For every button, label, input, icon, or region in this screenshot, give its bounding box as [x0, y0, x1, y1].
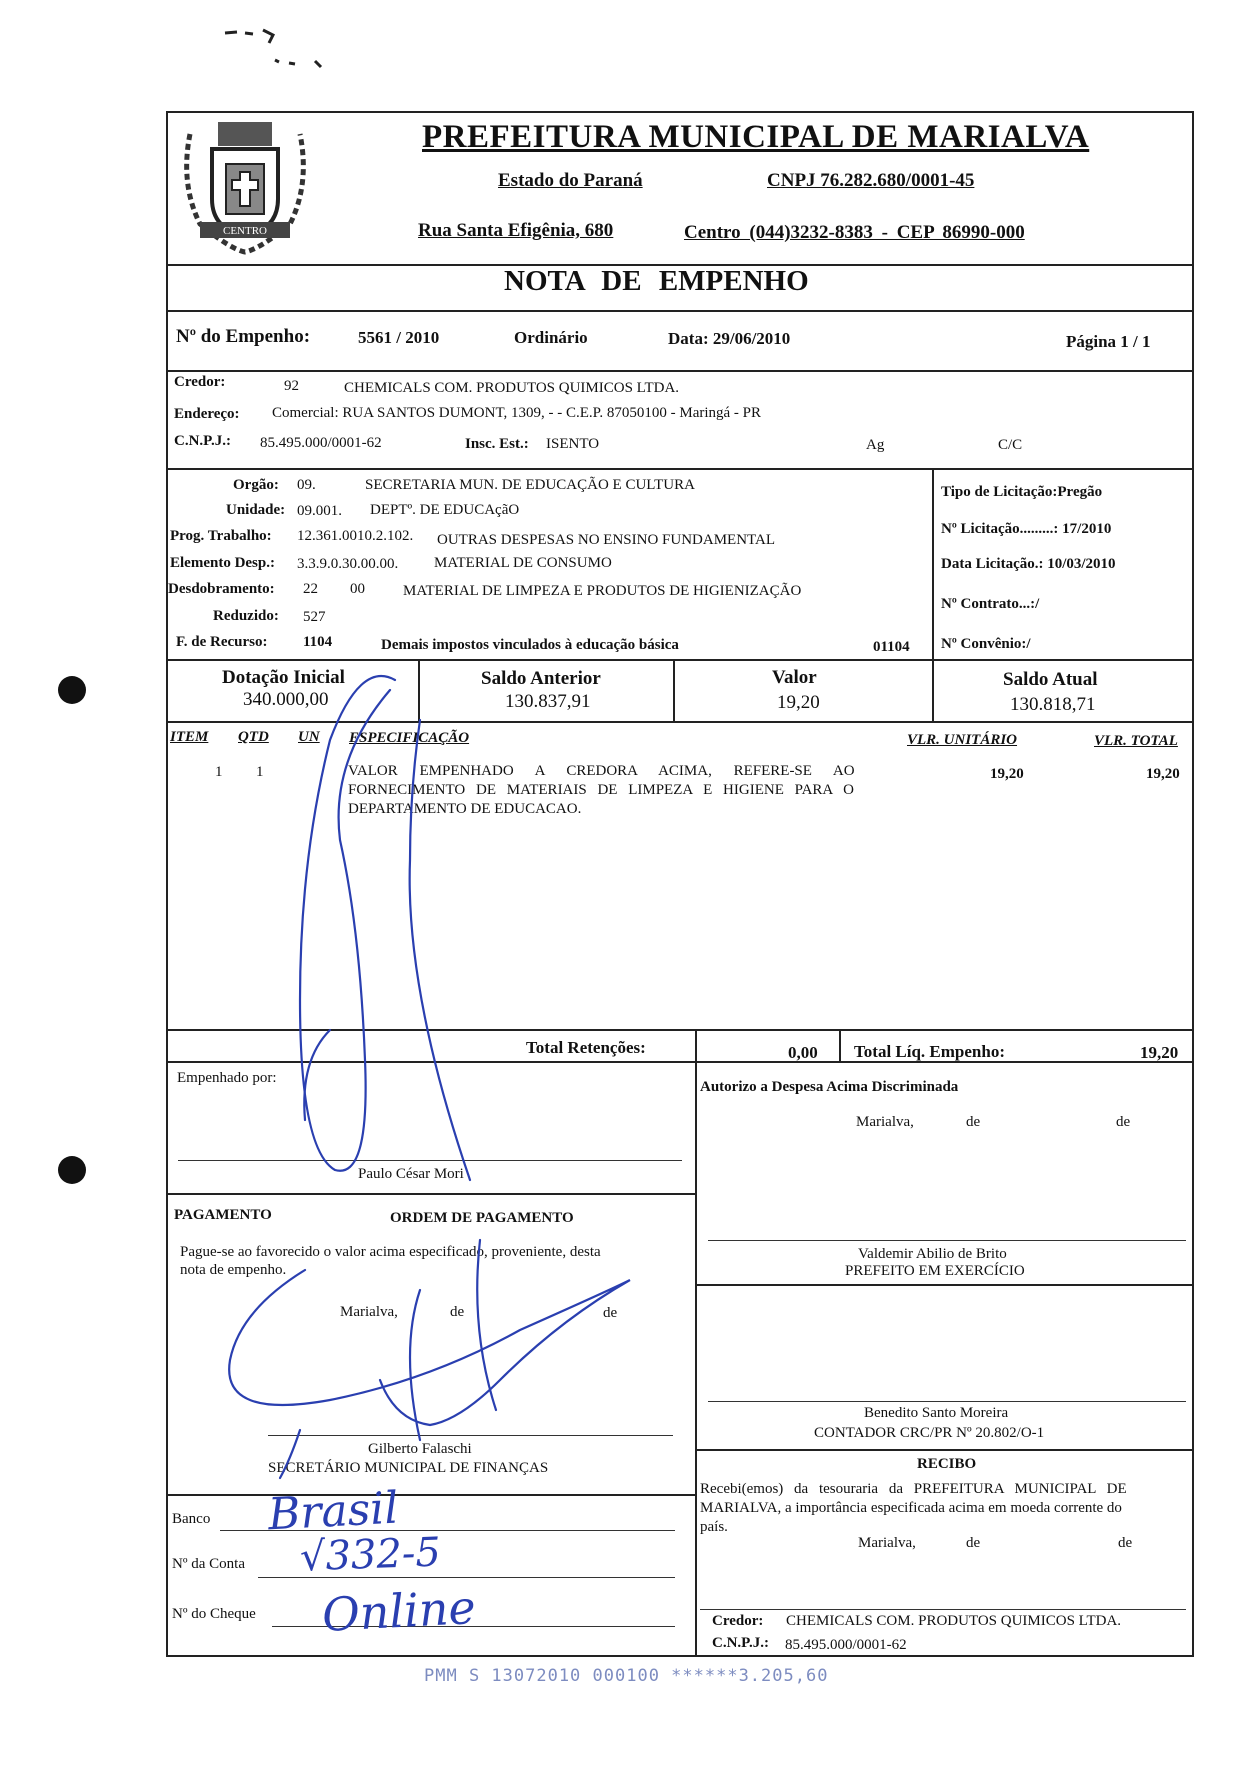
header-district-phone: Centro (044)3232-8383 - CEP 86990-000 — [684, 222, 1025, 243]
cheque-label: Nº do Cheque — [172, 1606, 256, 1622]
orgao-label: Orgão: — [233, 477, 279, 493]
authentication-stamp: PMM S 13072010 000100 ******3.205,60 — [424, 1666, 829, 1686]
col-qtd: QTD — [238, 729, 269, 745]
orgao-code: 09. — [297, 477, 316, 493]
orgao-name: SECRETARIA MUN. DE EDUCAÇÃO E CULTURA — [365, 477, 695, 493]
item-unit-value: 19,20 — [990, 766, 1024, 782]
liquido-value: 19,20 — [1140, 1043, 1179, 1062]
item-number: 1 — [215, 764, 223, 780]
punch-hole-bottom — [58, 1156, 86, 1184]
reduzido-value: 527 — [303, 609, 326, 625]
pagamento-de2: de — [603, 1305, 618, 1321]
recibo-credor-label: Credor: — [712, 1613, 764, 1629]
unidade-code: 09.001. — [297, 503, 342, 519]
liquido-label: Total Líq. Empenho: — [854, 1042, 1005, 1061]
pagamento-de1: de — [450, 1304, 465, 1320]
conta-handwritten: √332-5 — [299, 1529, 442, 1581]
state-name: Estado do Paraná — [498, 170, 643, 191]
credor-cnpj: 85.495.000/0001-62 — [260, 435, 382, 451]
col-especificacao: ESPECIFICAÇÃO — [349, 730, 470, 746]
credor-address: Comercial: RUA SANTOS DUMONT, 1309, - - C.E.P. 87050100 - Maringá - PR — [272, 405, 762, 421]
saldo-atual-value: 130.818,71 — [1010, 694, 1096, 715]
pagamento-text-line1: Pague-se ao favorecido o valor acima especificado, proveniente, desta — [180, 1244, 601, 1260]
elemento-label: Elemento Desp.: — [170, 555, 275, 571]
empenhado-label: Empenhado por: — [177, 1070, 277, 1086]
conta-label: Nº da Conta — [172, 1556, 245, 1572]
secretario-name: Gilberto Falaschi — [368, 1441, 472, 1457]
contador-name: Benedito Santo Moreira — [864, 1405, 1009, 1421]
pagamento-text-line2: nota de empenho. — [180, 1262, 287, 1278]
banco-label: Banco — [172, 1511, 211, 1527]
dotacao-label: Dotação Inicial — [222, 667, 345, 688]
recibo-cnpj-label: C.N.P.J.: — [712, 1635, 769, 1651]
scan-marks — [215, 15, 355, 70]
empenho-date: Data: 29/06/2010 — [668, 329, 791, 348]
header-address: Rua Santa Efigênia, 680 — [418, 220, 614, 241]
ordem-pagamento: ORDEM DE PAGAMENTO — [390, 1210, 574, 1226]
numero-convenio: Nº Convênio:/ — [941, 636, 1031, 652]
recibo-text-line2: MARIALVA, a importância especificada acima em moeda corrente do — [700, 1500, 1122, 1516]
desdobramento-sub: 00 — [350, 581, 365, 597]
col-vlr-total: VLR. TOTAL — [1094, 733, 1178, 749]
elemento-name: MATERIAL DE CONSUMO — [434, 555, 612, 571]
item-spec-line3: DEPARTAMENTO DE EDUCACAO. — [348, 801, 582, 817]
item-total-value: 19,20 — [1146, 766, 1180, 782]
col-item: ITEM — [170, 729, 209, 745]
prefeito-name: Valdemir Abilio de Brito — [858, 1246, 1007, 1262]
unidade-label: Unidade: — [226, 502, 286, 518]
secretario-role: SECRETÁRIO MUNICIPAL DE FINANÇAS — [268, 1460, 549, 1476]
recibo-city: Marialva, — [858, 1535, 916, 1551]
reduzido-label: Reduzido: — [213, 608, 279, 624]
recibo-text-line3: país. — [700, 1519, 728, 1535]
autorizo-de2: de — [1116, 1114, 1131, 1130]
col-un: UN — [298, 729, 320, 745]
item-qtd: 1 — [256, 764, 264, 780]
autorizo-de1: de — [966, 1114, 981, 1130]
recibo-text-line1: Recebi(emos) da tesouraria da PREFEITURA MUNICIPAL DE — [700, 1481, 1127, 1497]
valor-label: Valor — [772, 667, 817, 688]
credor-insc: ISENTO — [546, 436, 600, 452]
saldo-anterior-label: Saldo Anterior — [481, 668, 601, 689]
municipal-crest-logo — [170, 104, 320, 259]
address-label: Endereço: — [174, 406, 240, 422]
recurso-code2: 01104 — [873, 639, 910, 655]
recibo-cnpj: 85.495.000/0001-62 — [785, 1637, 907, 1653]
empenho-number: 5561 / 2010 — [358, 328, 440, 347]
prog-code: 12.361.0010.2.102. — [297, 528, 414, 544]
cc-label: C/C — [998, 437, 1023, 453]
svg-text:CENTRO: CENTRO — [223, 225, 267, 237]
credor-label: Credor: — [174, 374, 226, 390]
autorizo-label: Autorizo a Despesa Acima Discriminada — [700, 1079, 959, 1095]
desdobramento-code: 22 — [303, 581, 318, 597]
data-licitacao: Data Licitação.: 10/03/2010 — [941, 556, 1116, 572]
recibo-label: RECIBO — [917, 1456, 977, 1472]
autorizo-city: Marialva, — [856, 1114, 914, 1130]
retencoes-value: 0,00 — [788, 1043, 818, 1062]
elemento-code: 3.3.9.0.30.00.00. — [297, 556, 399, 572]
recurso-code: 1104 — [303, 634, 333, 650]
saldo-anterior-value: 130.837,91 — [505, 691, 591, 712]
recibo-de1: de — [966, 1535, 981, 1551]
unidade-name: DEPTº. DE EDUCAçãO — [370, 502, 520, 518]
recibo-credor: CHEMICALS COM. PRODUTOS QUIMICOS LTDA. — [786, 1613, 1122, 1629]
desdobramento-name: MATERIAL DE LIMPEZA E PRODUTOS DE HIGIENIZAÇÃO — [403, 583, 802, 599]
recurso-name: Demais impostos vinculados à educação básica — [381, 637, 679, 653]
retencoes-label: Total Retenções: — [526, 1038, 646, 1057]
saldo-atual-label: Saldo Atual — [1003, 669, 1098, 690]
cnpj-label: C.N.P.J.: — [174, 433, 231, 449]
tipo-licitacao: Tipo de Licitação:Pregão — [941, 484, 1103, 500]
recibo-de2: de — [1118, 1535, 1133, 1551]
document-title: NOTA DE EMPENHO — [504, 265, 809, 297]
contador-role: CONTADOR CRC/PR Nº 20.802/O-1 — [814, 1425, 1045, 1441]
numero-contrato: Nº Contrato...:/ — [941, 596, 1040, 612]
prog-label: Prog. Trabalho: — [170, 528, 272, 544]
insc-label: Insc. Est.: — [465, 436, 529, 452]
col-vlr-unitario: VLR. UNITÁRIO — [907, 732, 1018, 748]
empenho-type: Ordinário — [514, 328, 588, 347]
item-spec-line2: FORNECIMENTO DE MATERIAIS DE LIMPEZA E HIGIENE PARA O — [348, 782, 855, 798]
page-indicator: Página 1 / 1 — [1066, 332, 1151, 351]
punch-hole-top — [58, 676, 86, 704]
credor-name: CHEMICALS COM. PRODUTOS QUIMICOS LTDA. — [344, 380, 680, 396]
item-spec-line1: VALOR EMPENHADO A CREDORA ACIMA, REFERE-SE AO — [348, 763, 855, 779]
ag-label: Ag — [866, 437, 885, 453]
municipality-title: PREFEITURA MUNICIPAL DE MARIALVA — [422, 119, 1090, 155]
pagamento-city: Marialva, — [340, 1304, 398, 1320]
header-cnpj: CNPJ 76.282.680/0001-45 — [767, 170, 975, 191]
numero-licitacao: Nº Licitação.........: 17/2010 — [941, 521, 1112, 537]
credor-code: 92 — [284, 378, 299, 394]
empenhado-name: Paulo César Mori — [358, 1166, 464, 1182]
recurso-label: F. de Recurso: — [176, 634, 268, 650]
empenho-label: Nº do Empenho: — [176, 326, 311, 347]
cheque-handwritten: Online — [320, 1580, 477, 1642]
desdobramento-label: Desdobramento: — [168, 581, 275, 597]
prog-name: OUTRAS DESPESAS NO ENSINO FUNDAMENTAL — [437, 532, 775, 548]
valor-value: 19,20 — [777, 692, 820, 713]
dotacao-value: 340.000,00 — [243, 689, 329, 710]
prefeito-role: PREFEITO EM EXERCÍCIO — [845, 1263, 1025, 1279]
pagamento-label: PAGAMENTO — [174, 1207, 272, 1223]
banco-handwritten: Brasil — [266, 1482, 400, 1541]
